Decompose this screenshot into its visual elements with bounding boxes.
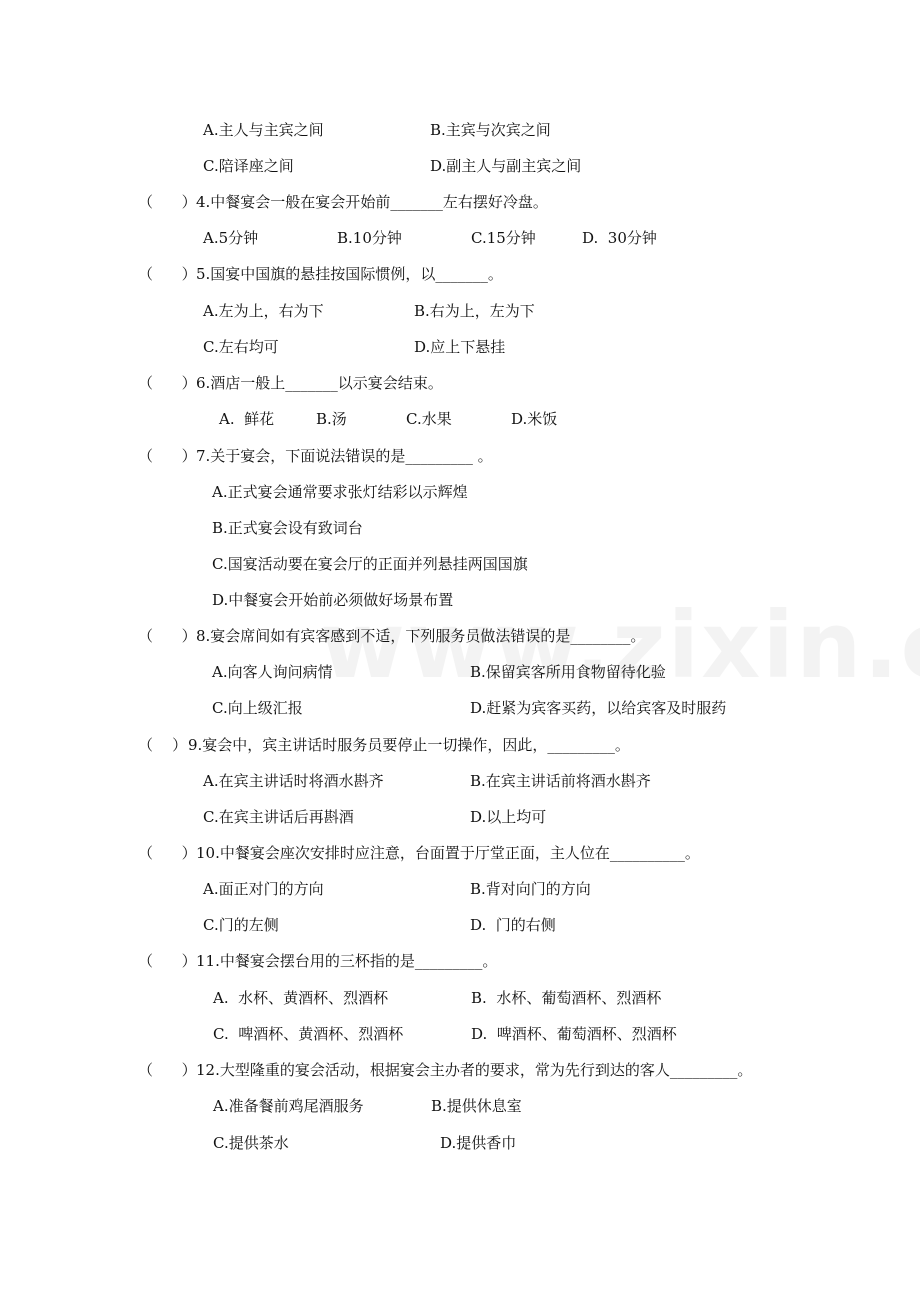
q6-answer-paren: （ ） xyxy=(138,374,197,392)
q7-option-d: D.中餐宴会开始前必须做好场景布置 xyxy=(212,591,454,609)
q7-answer-paren: （ ） xyxy=(138,447,197,465)
q10-question: 10.中餐宴会座次安排时应注意，台面置于厅堂正面，主人位在__________。 xyxy=(196,844,700,862)
q12-option-a: A.准备餐前鸡尾酒服务 xyxy=(213,1097,364,1115)
q6-option-b: B.汤 xyxy=(316,410,347,428)
q12-answer-paren: （ ） xyxy=(138,1061,197,1079)
q5-answer-paren: （ ） xyxy=(138,265,197,283)
q7-option-c: C.国宴活动要在宴会厅的正面并列悬挂两国国旗 xyxy=(212,555,528,573)
q3-option-a: A.主人与主宾之间 xyxy=(203,121,324,139)
q8-option-c: C.向上级汇报 xyxy=(212,699,303,717)
q7-option-a: A.正式宴会通常要求张灯结彩以示辉煌 xyxy=(212,483,468,501)
q5-option-c: C.左右均可 xyxy=(203,338,279,356)
q8-option-b: B.保留宾客所用食物留待化验 xyxy=(470,663,666,681)
q8-option-d: D.赶紧为宾客买药，以给宾客及时服药 xyxy=(470,699,727,717)
q6-option-d: D.米饭 xyxy=(511,410,558,428)
q11-option-c: C. 啤酒杯、黄酒杯、烈酒杯 xyxy=(213,1025,404,1043)
q11-option-a: A. 水杯、黄酒杯、烈酒杯 xyxy=(213,989,389,1007)
q12-question: 12.大型隆重的宴会活动，根据宴会主办者的要求，常为先行到达的客人_________。 xyxy=(196,1061,753,1079)
q4-answer-paren: （ ） xyxy=(138,193,197,211)
q4-option-b: B.10分钟 xyxy=(337,229,402,247)
q4-option-c: C.15分钟 xyxy=(471,229,536,247)
q8-answer-paren: （ ） xyxy=(138,627,197,645)
q10-option-c: C.门的左侧 xyxy=(203,916,279,934)
q6-question: 6.酒店一般上_______以示宴会结束。 xyxy=(196,374,443,392)
q4-option-a: A.5分钟 xyxy=(203,229,259,247)
q11-answer-paren: （ ） xyxy=(138,952,197,970)
q9-question: 9.宴会中，宾主讲话时服务员要停止一切操作，因此，_________。 xyxy=(188,736,630,754)
q10-answer-paren: （ ） xyxy=(138,844,197,862)
q3-option-d: D.副主人与副主宾之间 xyxy=(430,157,582,175)
q10-option-a: A.面正对门的方向 xyxy=(203,880,324,898)
q5-option-d: D.应上下悬挂 xyxy=(414,338,506,356)
q3-option-b: B.主宾与次宾之间 xyxy=(430,121,551,139)
q6-option-c: C.水果 xyxy=(406,410,452,428)
q8-option-a: A.向客人询问病情 xyxy=(212,663,333,681)
q8-question: 8.宴会席间如有宾客感到不适，下列服务员做法错误的是________。 xyxy=(196,627,646,645)
q5-option-b: B.右为上，左为下 xyxy=(414,302,535,320)
q7-option-b: B.正式宴会设有致词台 xyxy=(212,519,363,537)
q9-option-c: C.在宾主讲话后再斟酒 xyxy=(203,808,354,826)
q11-option-d: D. 啤酒杯、葡萄酒杯、烈酒杯 xyxy=(471,1025,677,1043)
q6-option-a: A. 鲜花 xyxy=(219,410,275,428)
q12-option-c: C.提供茶水 xyxy=(213,1134,289,1152)
q4-option-d: D. 30分钟 xyxy=(582,229,657,247)
q10-option-d: D. 门的右侧 xyxy=(470,916,556,934)
q5-option-a: A.左为上，右为下 xyxy=(203,302,324,320)
q12-option-b: B.提供休息室 xyxy=(431,1097,522,1115)
q11-option-b: B. 水杯、葡萄酒杯、烈酒杯 xyxy=(471,989,662,1007)
q12-option-d: D.提供香巾 xyxy=(440,1134,517,1152)
q9-option-a: A.在宾主讲话时将酒水斟齐 xyxy=(203,772,384,790)
q3-option-c: C.陪译座之间 xyxy=(203,157,294,175)
q9-answer-paren: （ ） xyxy=(138,736,188,754)
q10-option-b: B.背对向门的方向 xyxy=(470,880,591,898)
q4-question: 4.中餐宴会一般在宴会开始前_______左右摆好冷盘。 xyxy=(196,193,548,211)
q9-option-b: B.在宾主讲话前将酒水斟齐 xyxy=(470,772,651,790)
q7-question: 7.关于宴会，下面说法错误的是_________ 。 xyxy=(196,447,493,465)
q11-question: 11.中餐宴会摆台用的三杯指的是_________。 xyxy=(196,952,498,970)
q5-question: 5.国宴中国旗的悬挂按国际惯例，以_______。 xyxy=(196,265,503,283)
q9-option-d: D.以上均可 xyxy=(470,808,547,826)
